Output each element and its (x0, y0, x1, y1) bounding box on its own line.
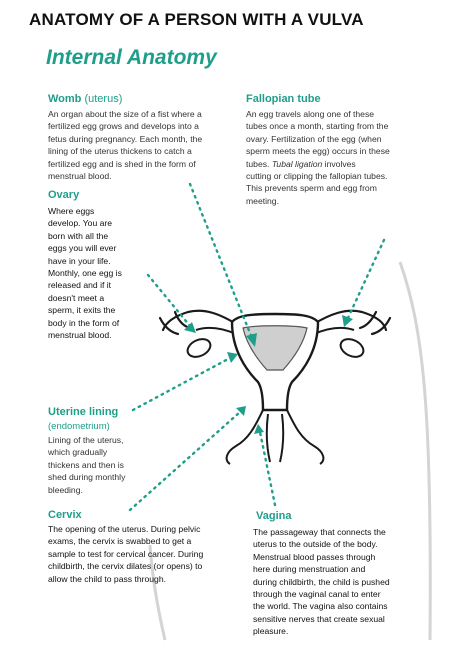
womb-line: fertilized egg grows and develops into a (48, 121, 199, 132)
fallopian-line: cutting or clipping the fallopian tubes. (246, 171, 388, 182)
ovary-line: doesn't meet a (48, 292, 105, 303)
womb-label: Womb (48, 93, 82, 105)
cervix-line: childbirth, the cervix dilates (or opens) to (48, 561, 203, 572)
vagina-line: through the vaginal canal to enter (253, 589, 381, 600)
ovary-line: eggs you will ever (48, 243, 117, 254)
lining-subheading: (endometrium) (48, 421, 110, 432)
ovary-right (338, 336, 367, 361)
lining-line: Lining of the uterus, (48, 435, 124, 445)
fallopian-line: ovary. Fertilization of the egg (when (246, 133, 382, 144)
fallopian-tube-right-lower (314, 328, 354, 334)
vagina-text (253, 526, 433, 638)
womb-line: fertilized egg and is shed in the form of (48, 158, 196, 169)
fallopian-line-part: involves (322, 158, 356, 169)
ovary-line: Monthly, one egg is (48, 268, 122, 279)
vagina-line: pleasure. (253, 626, 289, 637)
arrow-ovary (184, 322, 196, 333)
ovary-line: have in your life. (48, 255, 111, 266)
main-title: ANATOMY OF A PERSON WITH A VULVA (29, 10, 364, 29)
vagina-canal (227, 410, 324, 464)
lining-line: shed during monthly (48, 472, 126, 483)
fallopian-line (246, 158, 426, 170)
fallopian-line-part: tubes. (246, 158, 270, 169)
lining-line: which gradually (48, 447, 108, 458)
lining-line: bleeding. (48, 484, 83, 495)
ovary-left (185, 336, 214, 361)
vagina-line: uterus to the outside of the body. (253, 539, 378, 550)
vagina-line: the world. The vagina also contains (253, 601, 388, 612)
cervix-line: allow the child to pass through. (48, 573, 166, 584)
tubal-ligation-term: Tubal ligation (271, 158, 323, 169)
vagina-line: during childbirth, the child is pushed (253, 576, 390, 587)
fallopian-line: This prevents sperm and egg from (246, 183, 377, 194)
ovary-line: menstrual blood. (48, 330, 112, 341)
lining-heading: Uterine lining (48, 406, 119, 418)
ovary-line: body in the form of (48, 317, 120, 328)
ovary-line: develop. You are (48, 218, 113, 229)
arrow-lining (227, 352, 238, 363)
fallopian-line: meeting. (246, 195, 279, 206)
vagina-line: The passageway that connects the (253, 527, 386, 537)
vagina-line: here during menstruation and (253, 564, 366, 575)
lining-line: thickens and then is (48, 459, 124, 470)
fallopian-line: tubes once a month, starting from the (246, 121, 389, 132)
section-title: Internal Anatomy (46, 46, 217, 69)
womb-paren: (uterus) (84, 93, 123, 105)
leader-lining (133, 358, 230, 410)
leader-fallopian (348, 240, 384, 318)
cervix-text (48, 523, 258, 585)
fallopian-heading: Fallopian tube (246, 93, 321, 105)
ovary-line: sperm, it exits the (48, 305, 116, 316)
cervix-heading: Cervix (48, 509, 82, 521)
fallopian-tube-left-lower (196, 328, 236, 334)
lining-text (48, 434, 158, 496)
womb-line: menstrual blood. (48, 171, 112, 182)
fallopian-text (246, 108, 426, 207)
ovary-line: Where eggs (48, 206, 95, 216)
womb-text (48, 108, 248, 182)
ovary-line: born with all the (48, 230, 109, 241)
leader-ovary (148, 275, 190, 326)
ovary-heading: Ovary (48, 189, 80, 201)
cervix-line: exams, the cervix is swabbed to get a (48, 536, 192, 547)
vagina-line: Menstrual blood passes through (253, 551, 376, 562)
fallopian-line: An egg travels along one of these (246, 109, 375, 119)
womb-line: lining of the uterus thickens to catch a (48, 146, 192, 157)
womb-line: An organ about the size of a fist where a (48, 109, 202, 119)
vagina-line: sensitive nerves that create sexual (253, 613, 385, 624)
vagina-heading: Vagina (256, 510, 292, 522)
ovary-line: released and if it (48, 280, 112, 291)
cervix-line: sample to test for cervical cancer. During (48, 548, 204, 559)
cervix-line: The opening of the uterus. During pelvic (48, 524, 201, 534)
womb-line: fetus during pregnancy. Each month, the (48, 133, 203, 144)
fallopian-line: sperm meets the egg) occurs in these (246, 146, 390, 157)
womb-heading (48, 93, 122, 105)
ovary-text (48, 205, 148, 341)
